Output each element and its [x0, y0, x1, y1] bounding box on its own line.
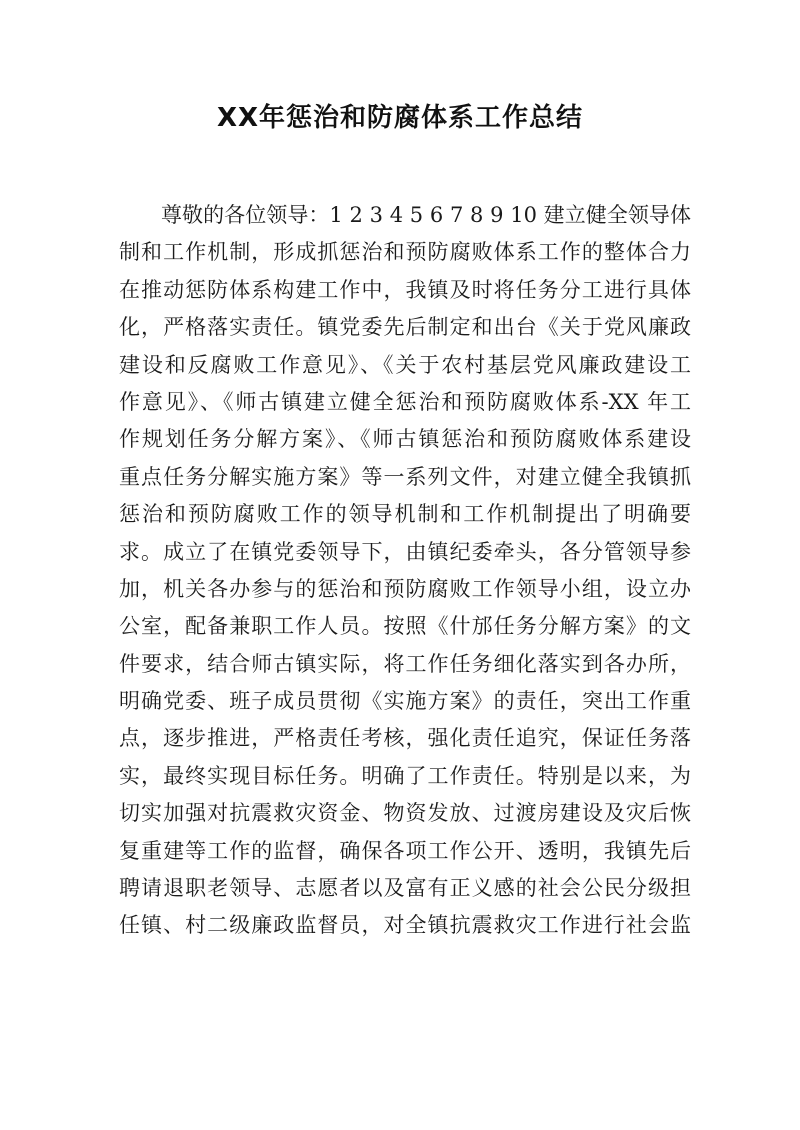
body-line: 加，机关各办参与的惩治和预防腐败工作领导小组，设立办 [119, 576, 691, 601]
body-line: 建设和反腐败工作意见》、《关于农村基层党风廉政建设工 [119, 352, 691, 377]
document-body [119, 197, 691, 945]
body-line: 明确党委、班子成员贯彻《实施方案》的责任，突出工作重 [119, 689, 691, 714]
body-line: 尊敬的各位领导：1 2 3 4 5 6 7 8 9 10 建立健全领导体 [161, 203, 691, 227]
body-line: 聘请退职老领导、志愿者以及富有正义感的社会公民分级担 [119, 876, 691, 901]
body-line: 公室，配备兼职工作人员。按照《什邡任务分解方案》的文 [119, 614, 691, 639]
body-line: 任镇、村二级廉政监督员，对全镇抗震救灾工作进行社会监 [119, 913, 691, 938]
document-title: XX年惩治和防腐体系工作总结 [216, 103, 584, 133]
body-line: 作意见》、《师古镇建立健全惩治和预防腐败体系-XX 年工 [119, 389, 691, 414]
body-line: 实，最终实现目标任务。明确了工作责任。特别是以来，为 [119, 763, 691, 788]
body-line: 惩治和预防腐败工作的领导机制和工作机制提出了明确要 [119, 502, 691, 527]
body-line: 点，逐步推进，严格责任考核，强化责任追究，保证任务落 [119, 726, 691, 751]
body-line: 制和工作机制，形成抓惩治和预防腐败体系工作的整体合力 [119, 240, 691, 265]
body-line: 作规划任务分解方案》、《师古镇惩治和预防腐败体系建设 [119, 427, 691, 452]
body-line: 化，严格落实责任。镇党委先后制定和出台《关于党风廉政 [119, 315, 691, 340]
body-line: 切实加强对抗震救灾资金、物资发放、过渡房建设及灾后恢 [119, 801, 691, 826]
body-line: 在推动惩防体系构建工作中，我镇及时将任务分工进行具体 [119, 277, 691, 302]
body-line: 复重建等工作的监督，确保各项工作公开、透明，我镇先后 [119, 838, 691, 863]
body-line: 重点任务分解实施方案》等一系列文件，对建立健全我镇抓 [119, 464, 691, 489]
body-line: 件要求，结合师古镇实际，将工作任务细化落实到各办所， [119, 651, 691, 676]
body-line: 求。成立了在镇党委领导下，由镇纪委牵头，各分管领导参 [119, 539, 691, 564]
